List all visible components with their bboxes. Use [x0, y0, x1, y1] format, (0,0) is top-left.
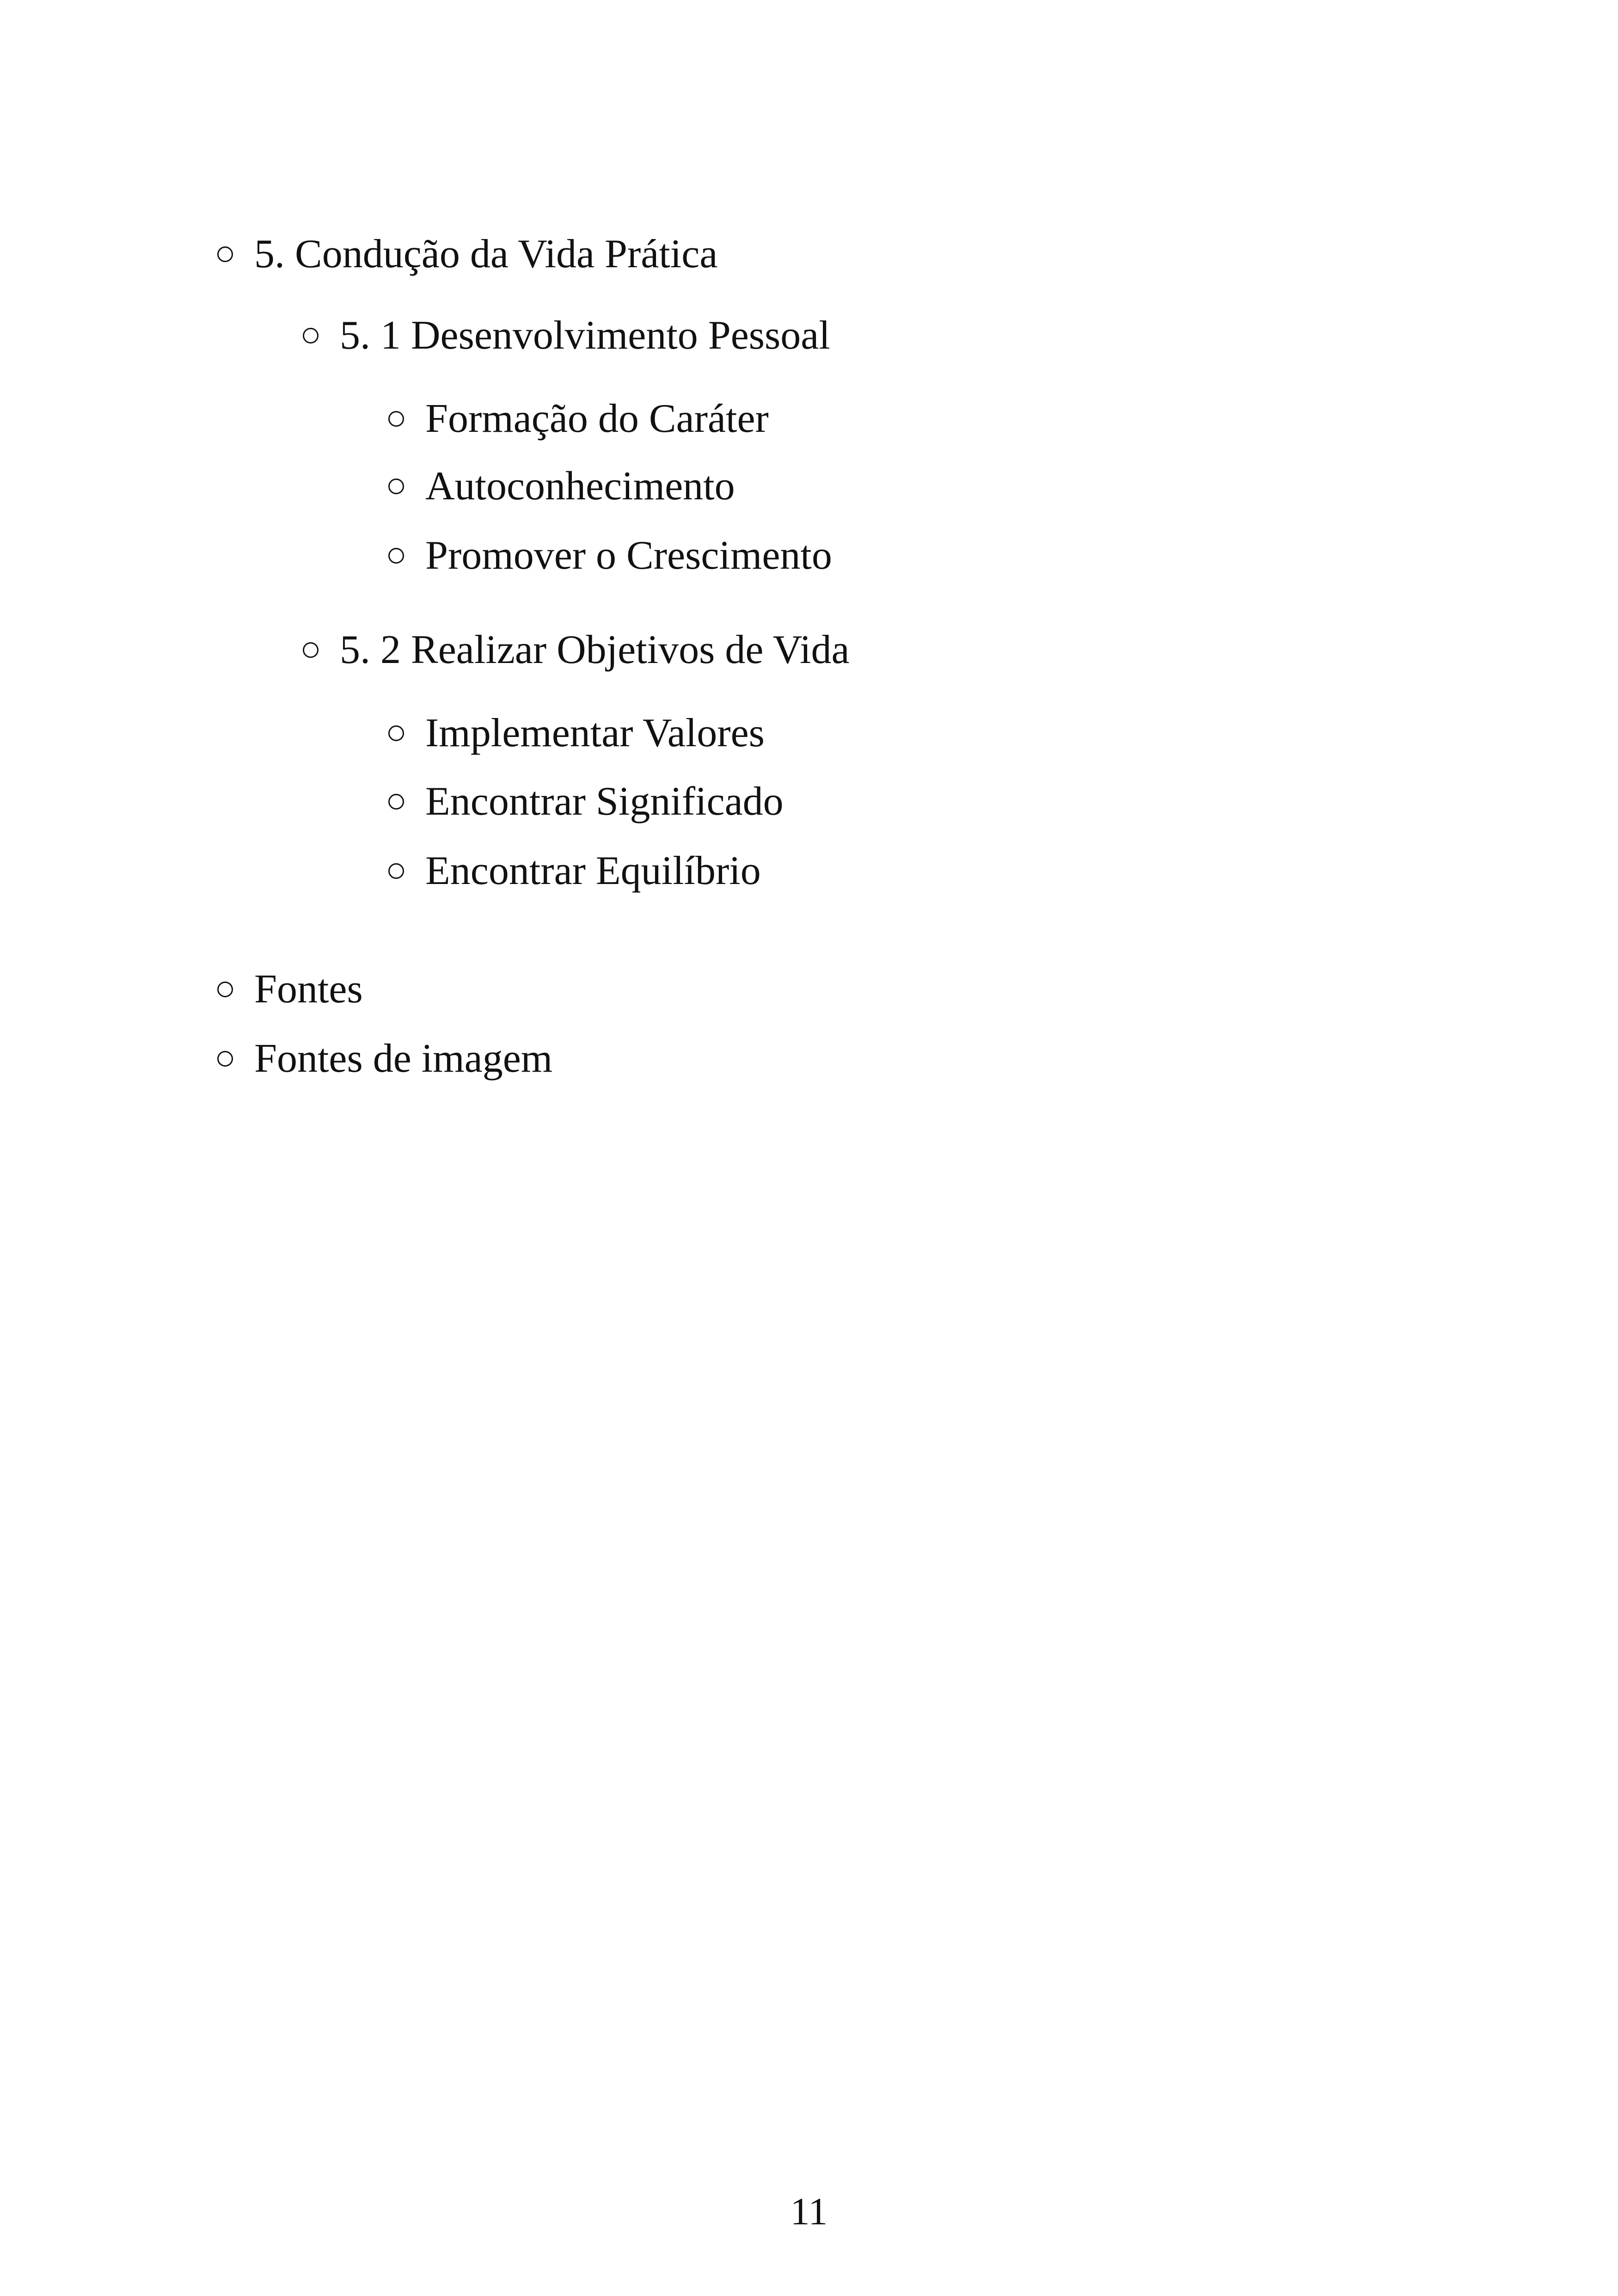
- circle-bullet-icon: [388, 548, 404, 564]
- toc-item-label: 5. 1 Desenvolvimento Pessoal: [340, 313, 830, 358]
- toc-item-fontes-de-imagem[interactable]: [217, 1038, 552, 1079]
- circle-bullet-icon: [217, 1051, 233, 1067]
- circle-bullet-icon: [388, 725, 404, 741]
- toc-item-promover-crescimento[interactable]: [388, 535, 832, 576]
- toc-item-implementar-valores[interactable]: [388, 713, 765, 754]
- toc-item-section-5-2[interactable]: [303, 627, 850, 672]
- circle-bullet-icon: [217, 246, 233, 262]
- circle-bullet-icon: [303, 642, 319, 658]
- toc-item-label: Encontrar Significado: [425, 779, 784, 824]
- circle-bullet-icon: [388, 863, 404, 879]
- toc-item-label: Fontes: [254, 967, 363, 1012]
- toc-item-formacao-carater[interactable]: [388, 396, 769, 441]
- toc-item-label: Implementar Valores: [425, 711, 765, 755]
- toc-item-label: Formação do Caráter: [425, 396, 769, 441]
- toc-item-label: Autoconhecimento: [425, 464, 735, 509]
- toc-item-fontes[interactable]: [217, 969, 363, 1010]
- page-number: 11: [790, 2190, 828, 2233]
- circle-bullet-icon: [217, 982, 233, 997]
- toc-item-autoconhecimento[interactable]: [388, 466, 735, 507]
- toc-item-encontrar-significado[interactable]: [388, 781, 784, 822]
- circle-bullet-icon: [388, 411, 404, 427]
- circle-bullet-icon: [388, 794, 404, 810]
- toc-item-section-5[interactable]: [217, 234, 717, 275]
- toc-item-label: Encontrar Equilíbrio: [425, 848, 761, 893]
- circle-bullet-icon: [303, 328, 319, 344]
- toc-item-label: 5. 2 Realizar Objetivos de Vida: [340, 627, 850, 672]
- toc-item-label: Promover o Crescimento: [425, 533, 832, 578]
- circle-bullet-icon: [388, 479, 404, 494]
- toc-item-label: Fontes de imagem: [254, 1036, 553, 1081]
- toc-item-encontrar-equilibrio[interactable]: [388, 848, 761, 893]
- toc-item-label: 5. Condução da Vida Prática: [254, 232, 718, 276]
- toc-item-section-5-1[interactable]: [303, 315, 830, 356]
